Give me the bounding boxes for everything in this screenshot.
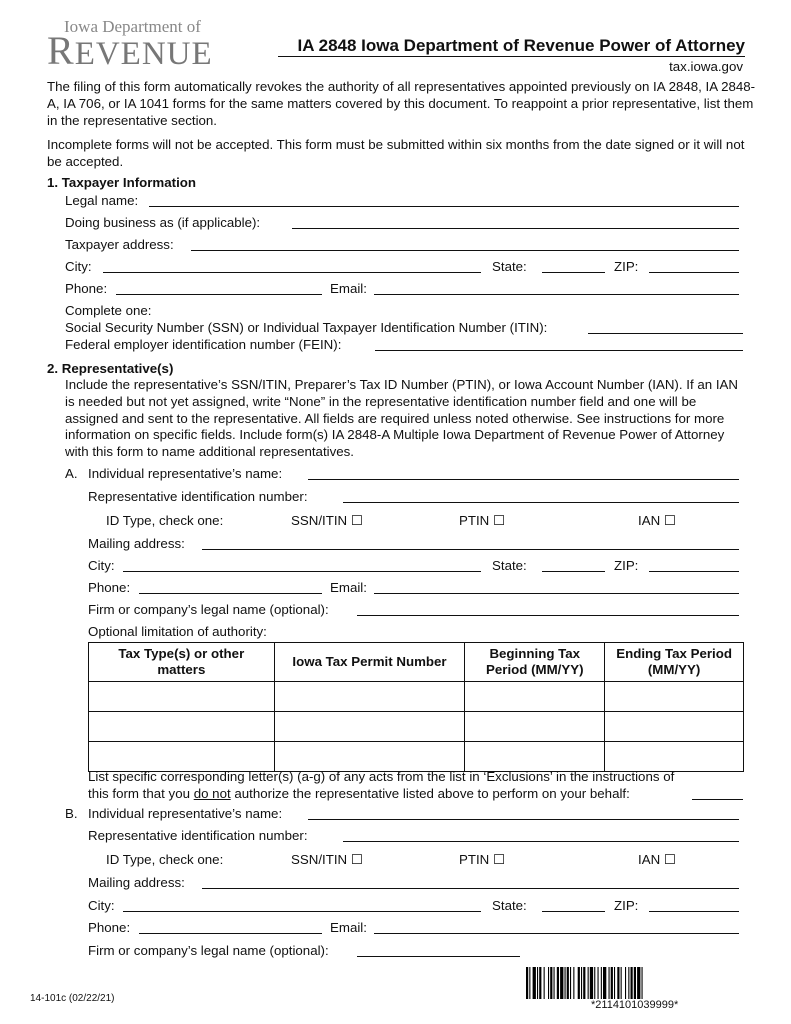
intro-incomplete-text: Incomplete forms will not be accepted. This form must be submitted within six months from the date signed or it will not be accepted. xyxy=(47,137,745,169)
table-cell[interactable] xyxy=(605,712,744,742)
rep-b-zip-label: ZIP: xyxy=(614,898,639,913)
barcode-bar xyxy=(598,967,599,999)
barcode-bar xyxy=(550,967,552,999)
ssn-itin-label: Social Security Number (SSN) or Individual Taxpayer Identification Number (ITIN): xyxy=(65,320,548,335)
table-header-row xyxy=(89,643,744,682)
barcode-bar xyxy=(537,967,538,999)
table-cell[interactable] xyxy=(89,742,275,772)
legal-name-label: Legal name: xyxy=(65,193,139,208)
dba-field[interactable] xyxy=(292,228,739,229)
rep-b-email-label: Email: xyxy=(330,920,367,935)
table-cell[interactable] xyxy=(89,682,275,712)
rep-b-firm-field[interactable] xyxy=(357,956,520,957)
rep-b-mailing-label: Mailing address: xyxy=(88,875,185,890)
barcode-bar xyxy=(621,967,622,999)
barcode-bar xyxy=(617,967,619,999)
rep-a-letter: A. xyxy=(65,466,78,481)
exclusions-text-line2 xyxy=(88,786,630,802)
rep-a-id-number-label: Representative identification number: xyxy=(88,489,308,504)
table-cell[interactable] xyxy=(274,712,465,742)
barcode-bar xyxy=(603,967,606,999)
col-tax-type-header: Tax Type(s) or other matters xyxy=(89,643,275,682)
rep-a-email-label: Email: xyxy=(330,580,367,595)
rep-b-name-field[interactable] xyxy=(308,819,739,820)
barcode-bar xyxy=(539,967,541,999)
table-row xyxy=(89,712,744,742)
agency-logo-small-text: Iowa Department of xyxy=(64,17,201,36)
barcode-bar xyxy=(614,967,615,999)
rep-b-state-label: State: xyxy=(492,898,527,913)
col-permit-number-header: Iowa Tax Permit Number xyxy=(274,643,465,682)
form-number: 14-101c (02/22/21) xyxy=(30,993,115,1004)
barcode-bar xyxy=(628,967,629,999)
barcode-bar xyxy=(557,967,559,999)
barcode-bar xyxy=(567,967,569,999)
barcode-bar xyxy=(581,967,582,999)
table-cell[interactable] xyxy=(465,742,605,772)
barcode-text: *2114101039999* xyxy=(591,999,679,1011)
barcode xyxy=(526,967,746,999)
barcode-bar xyxy=(601,967,602,999)
barcode-bar xyxy=(625,967,626,999)
rep-b-id-number-field[interactable] xyxy=(343,841,739,842)
rep-b-state-field[interactable] xyxy=(542,911,605,912)
rep-a-zip-label: ZIP: xyxy=(614,558,639,573)
barcode-bar xyxy=(578,967,580,999)
rep-b-firm-label: Firm or company’s legal name (optional): xyxy=(88,943,329,958)
fein-field[interactable] xyxy=(375,350,743,351)
rep-a-city-field[interactable] xyxy=(123,571,481,572)
rep-b-id-type-label: ID Type, check one: xyxy=(106,852,224,867)
rep-b-ssn-checkbox[interactable]: SSN/ITIN ☐ xyxy=(291,852,363,867)
rep-a-city-label: City: xyxy=(88,558,115,573)
logo-initial: R xyxy=(47,28,75,73)
intro-revocation-text: The filing of this form automatically revokes the authority of all representatives appointed previously on IA 2848, IA 2848-A, IA 706, or IA 1041 forms for the same matters covered by this document. To reappoint a prior representative, list them in the representative section. xyxy=(47,79,756,128)
table-cell[interactable] xyxy=(274,682,465,712)
table-row xyxy=(89,682,744,712)
state-field[interactable] xyxy=(542,272,605,273)
barcode-bar xyxy=(573,967,574,999)
dba-label: Doing business as (if applicable): xyxy=(65,215,261,230)
rep-a-ptin-checkbox[interactable]: PTIN ☐ xyxy=(459,513,505,528)
agency-logo xyxy=(47,27,213,74)
form-title: IA 2848 Iowa Department of Revenue Power of Attorney xyxy=(278,36,745,57)
rep-a-mailing-label: Mailing address: xyxy=(88,536,185,551)
section1-heading: 1. Taxpayer Information xyxy=(47,175,197,190)
table-row xyxy=(89,742,744,772)
barcode-bar xyxy=(565,967,566,999)
col-begin-period-header: Beginning Tax Period (MM/YY) xyxy=(465,643,605,682)
col-end-period-header: Ending Tax Period (MM/YY) xyxy=(605,643,744,682)
fein-label: Federal employer identification number (FEIN): xyxy=(65,337,342,352)
barcode-bar xyxy=(554,967,555,999)
rep-b-city-field[interactable] xyxy=(123,911,481,912)
limitation-of-authority-table xyxy=(88,642,744,772)
rep-a-id-type-label: ID Type, check one: xyxy=(106,513,224,528)
rep-b-email-field[interactable] xyxy=(374,933,739,934)
zip-field[interactable] xyxy=(649,272,739,273)
barcode-bar xyxy=(533,967,536,999)
taxpayer-address-label: Taxpayer address: xyxy=(65,237,174,252)
exclusions-text-part2: authorize the representative listed above to perform on your behalf: xyxy=(230,786,630,801)
exclusions-field[interactable] xyxy=(692,799,743,800)
barcode-bar xyxy=(570,967,571,999)
table-cell[interactable] xyxy=(605,682,744,712)
rep-a-name-field[interactable] xyxy=(308,479,739,480)
ssn-itin-field[interactable] xyxy=(588,333,743,334)
table-cell[interactable] xyxy=(89,712,275,742)
rep-b-ian-checkbox[interactable]: IAN ☐ xyxy=(638,852,676,867)
logo-rest: EVENUE xyxy=(74,36,213,72)
rep-b-zip-field[interactable] xyxy=(649,911,739,912)
rep-b-mailing-field[interactable] xyxy=(202,888,739,889)
rep-b-name-label: Individual representative’s name: xyxy=(88,806,283,821)
rep-a-id-number-field[interactable] xyxy=(343,502,739,503)
rep-b-id-number-label: Representative identification number: xyxy=(88,828,308,843)
rep-a-phone-label: Phone: xyxy=(88,580,131,595)
table-cell[interactable] xyxy=(465,712,605,742)
barcode-bar xyxy=(526,967,528,999)
complete-one-label: Complete one: xyxy=(65,303,152,318)
city-label: City: xyxy=(65,259,92,274)
barcode-bar xyxy=(590,967,593,999)
table-cell[interactable] xyxy=(274,742,465,772)
rep-b-letter: B. xyxy=(65,806,78,821)
barcode-bar xyxy=(609,967,610,999)
state-label: State: xyxy=(492,259,527,274)
barcode-bar xyxy=(588,967,589,999)
taxpayer-address-field[interactable] xyxy=(191,250,739,251)
barcode-bar xyxy=(544,967,545,999)
rep-a-state-field[interactable] xyxy=(542,571,605,572)
rep-b-phone-label: Phone: xyxy=(88,920,131,935)
city-field[interactable] xyxy=(103,272,481,273)
rep-a-zip-field[interactable] xyxy=(649,571,739,572)
email-label: Email: xyxy=(330,281,367,296)
table-cell[interactable] xyxy=(605,742,744,772)
barcode-bar xyxy=(634,967,636,999)
section2-heading: 2. Representative(s) xyxy=(47,361,174,376)
phone-field[interactable] xyxy=(116,294,322,295)
barcode-bar xyxy=(611,967,613,999)
barcode-bar xyxy=(642,967,643,999)
rep-a-email-field[interactable] xyxy=(374,593,739,594)
exclusions-text-line1: List specific corresponding letter(s) (a-g) of any acts from the list in ‘Exclusions’ in the instructions of xyxy=(88,769,675,784)
rep-b-phone-field[interactable] xyxy=(139,933,322,934)
rep-a-state-label: State: xyxy=(492,558,527,573)
legal-name-field[interactable] xyxy=(149,206,739,207)
barcode-bar xyxy=(583,967,585,999)
barcode-bar xyxy=(529,967,530,999)
barcode-bar xyxy=(637,967,640,999)
rep-a-firm-label: Firm or company’s legal name (optional): xyxy=(88,602,329,617)
zip-label: ZIP: xyxy=(614,259,639,274)
exclusions-do-not: do not xyxy=(193,786,231,801)
website: tax.iowa.gov xyxy=(669,59,743,74)
barcode-bar xyxy=(548,967,549,999)
rep-b-city-label: City: xyxy=(88,898,115,913)
rep-a-mailing-field[interactable] xyxy=(202,549,739,550)
rep-a-phone-field[interactable] xyxy=(139,593,322,594)
table-cell[interactable] xyxy=(465,682,605,712)
rep-a-name-label: Individual representative’s name: xyxy=(88,466,283,481)
phone-label: Phone: xyxy=(65,281,108,296)
rep-a-limitation-label: Optional limitation of authority: xyxy=(88,624,267,639)
exclusions-text-part1: this form that you xyxy=(88,786,194,801)
rep-a-firm-field[interactable] xyxy=(357,615,739,616)
rep-a-ian-checkbox[interactable]: IAN ☐ xyxy=(638,513,676,528)
barcode-bar xyxy=(631,967,633,999)
section2-instructions: Include the representative’s SSN/ITIN, Preparer’s Tax ID Number (PTIN), or Iowa Account Number (IAN). If an IAN is needed but not yet assigned, write “None” in the representative identification number field and one will be assigned and sent to the representative. All fields are required unless noted otherwise. See instructions for more information on specific fields. Include form(s) IA 2848-A Multiple Iowa Department of Revenue Power of Attorney with this form to name additional representatives. xyxy=(65,377,738,460)
barcode-bar xyxy=(560,967,563,999)
rep-b-ptin-checkbox[interactable]: PTIN ☐ xyxy=(459,852,505,867)
barcode-bar xyxy=(594,967,595,999)
email-field[interactable] xyxy=(374,294,739,295)
rep-a-ssn-checkbox[interactable]: SSN/ITIN ☐ xyxy=(291,513,363,528)
